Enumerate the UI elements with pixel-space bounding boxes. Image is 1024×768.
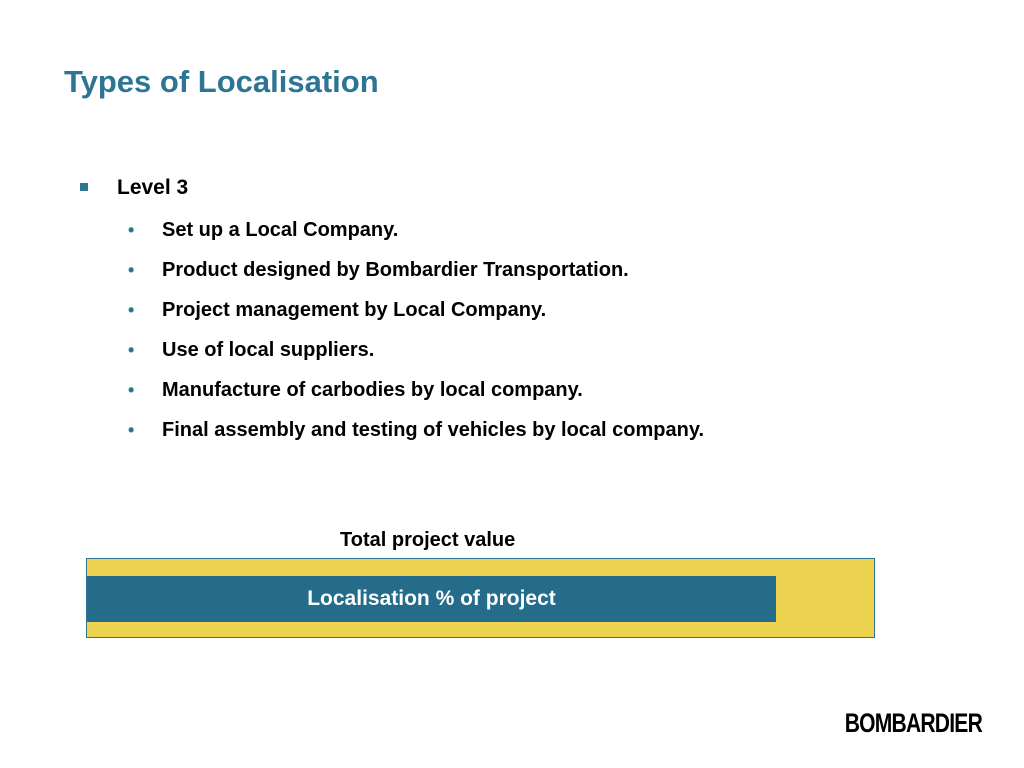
bullet-dot-icon: • <box>128 260 135 280</box>
bullet-text: Final assembly and testing of vehicles by local company. <box>162 419 705 441</box>
bullet-dot-icon: • <box>128 340 135 360</box>
bullet-dot-icon: • <box>128 380 135 400</box>
list-item <box>128 219 704 259</box>
list-item <box>128 379 704 419</box>
bullet-text: Project management by Local Company. <box>162 299 547 321</box>
list-item <box>128 419 704 459</box>
bullet-list <box>128 219 704 459</box>
level-label: Level 3 <box>117 176 189 199</box>
total-project-value-label: Total project value <box>340 529 516 551</box>
bullet-text: Set up a Local Company. <box>162 219 399 241</box>
bullet-text: Use of local suppliers. <box>162 339 375 361</box>
list-item <box>128 339 704 379</box>
bullet-dot-icon: • <box>128 420 135 440</box>
square-bullet-icon <box>80 183 88 191</box>
level-heading <box>80 176 188 200</box>
localisation-label: Localisation % of project <box>307 587 556 610</box>
total-project-bar <box>86 558 875 638</box>
bullet-dot-icon: • <box>128 300 135 320</box>
localisation-bar <box>87 576 776 622</box>
bullet-dot-icon: • <box>128 220 135 240</box>
bullet-text: Product designed by Bombardier Transportation. <box>162 259 629 281</box>
list-item <box>128 299 704 339</box>
bullet-text: Manufacture of carbodies by local company. <box>162 379 583 401</box>
list-item <box>128 259 704 299</box>
slide-title: Types of Localisation <box>64 64 379 99</box>
bombardier-logo: BOMBARDIER <box>844 708 982 738</box>
